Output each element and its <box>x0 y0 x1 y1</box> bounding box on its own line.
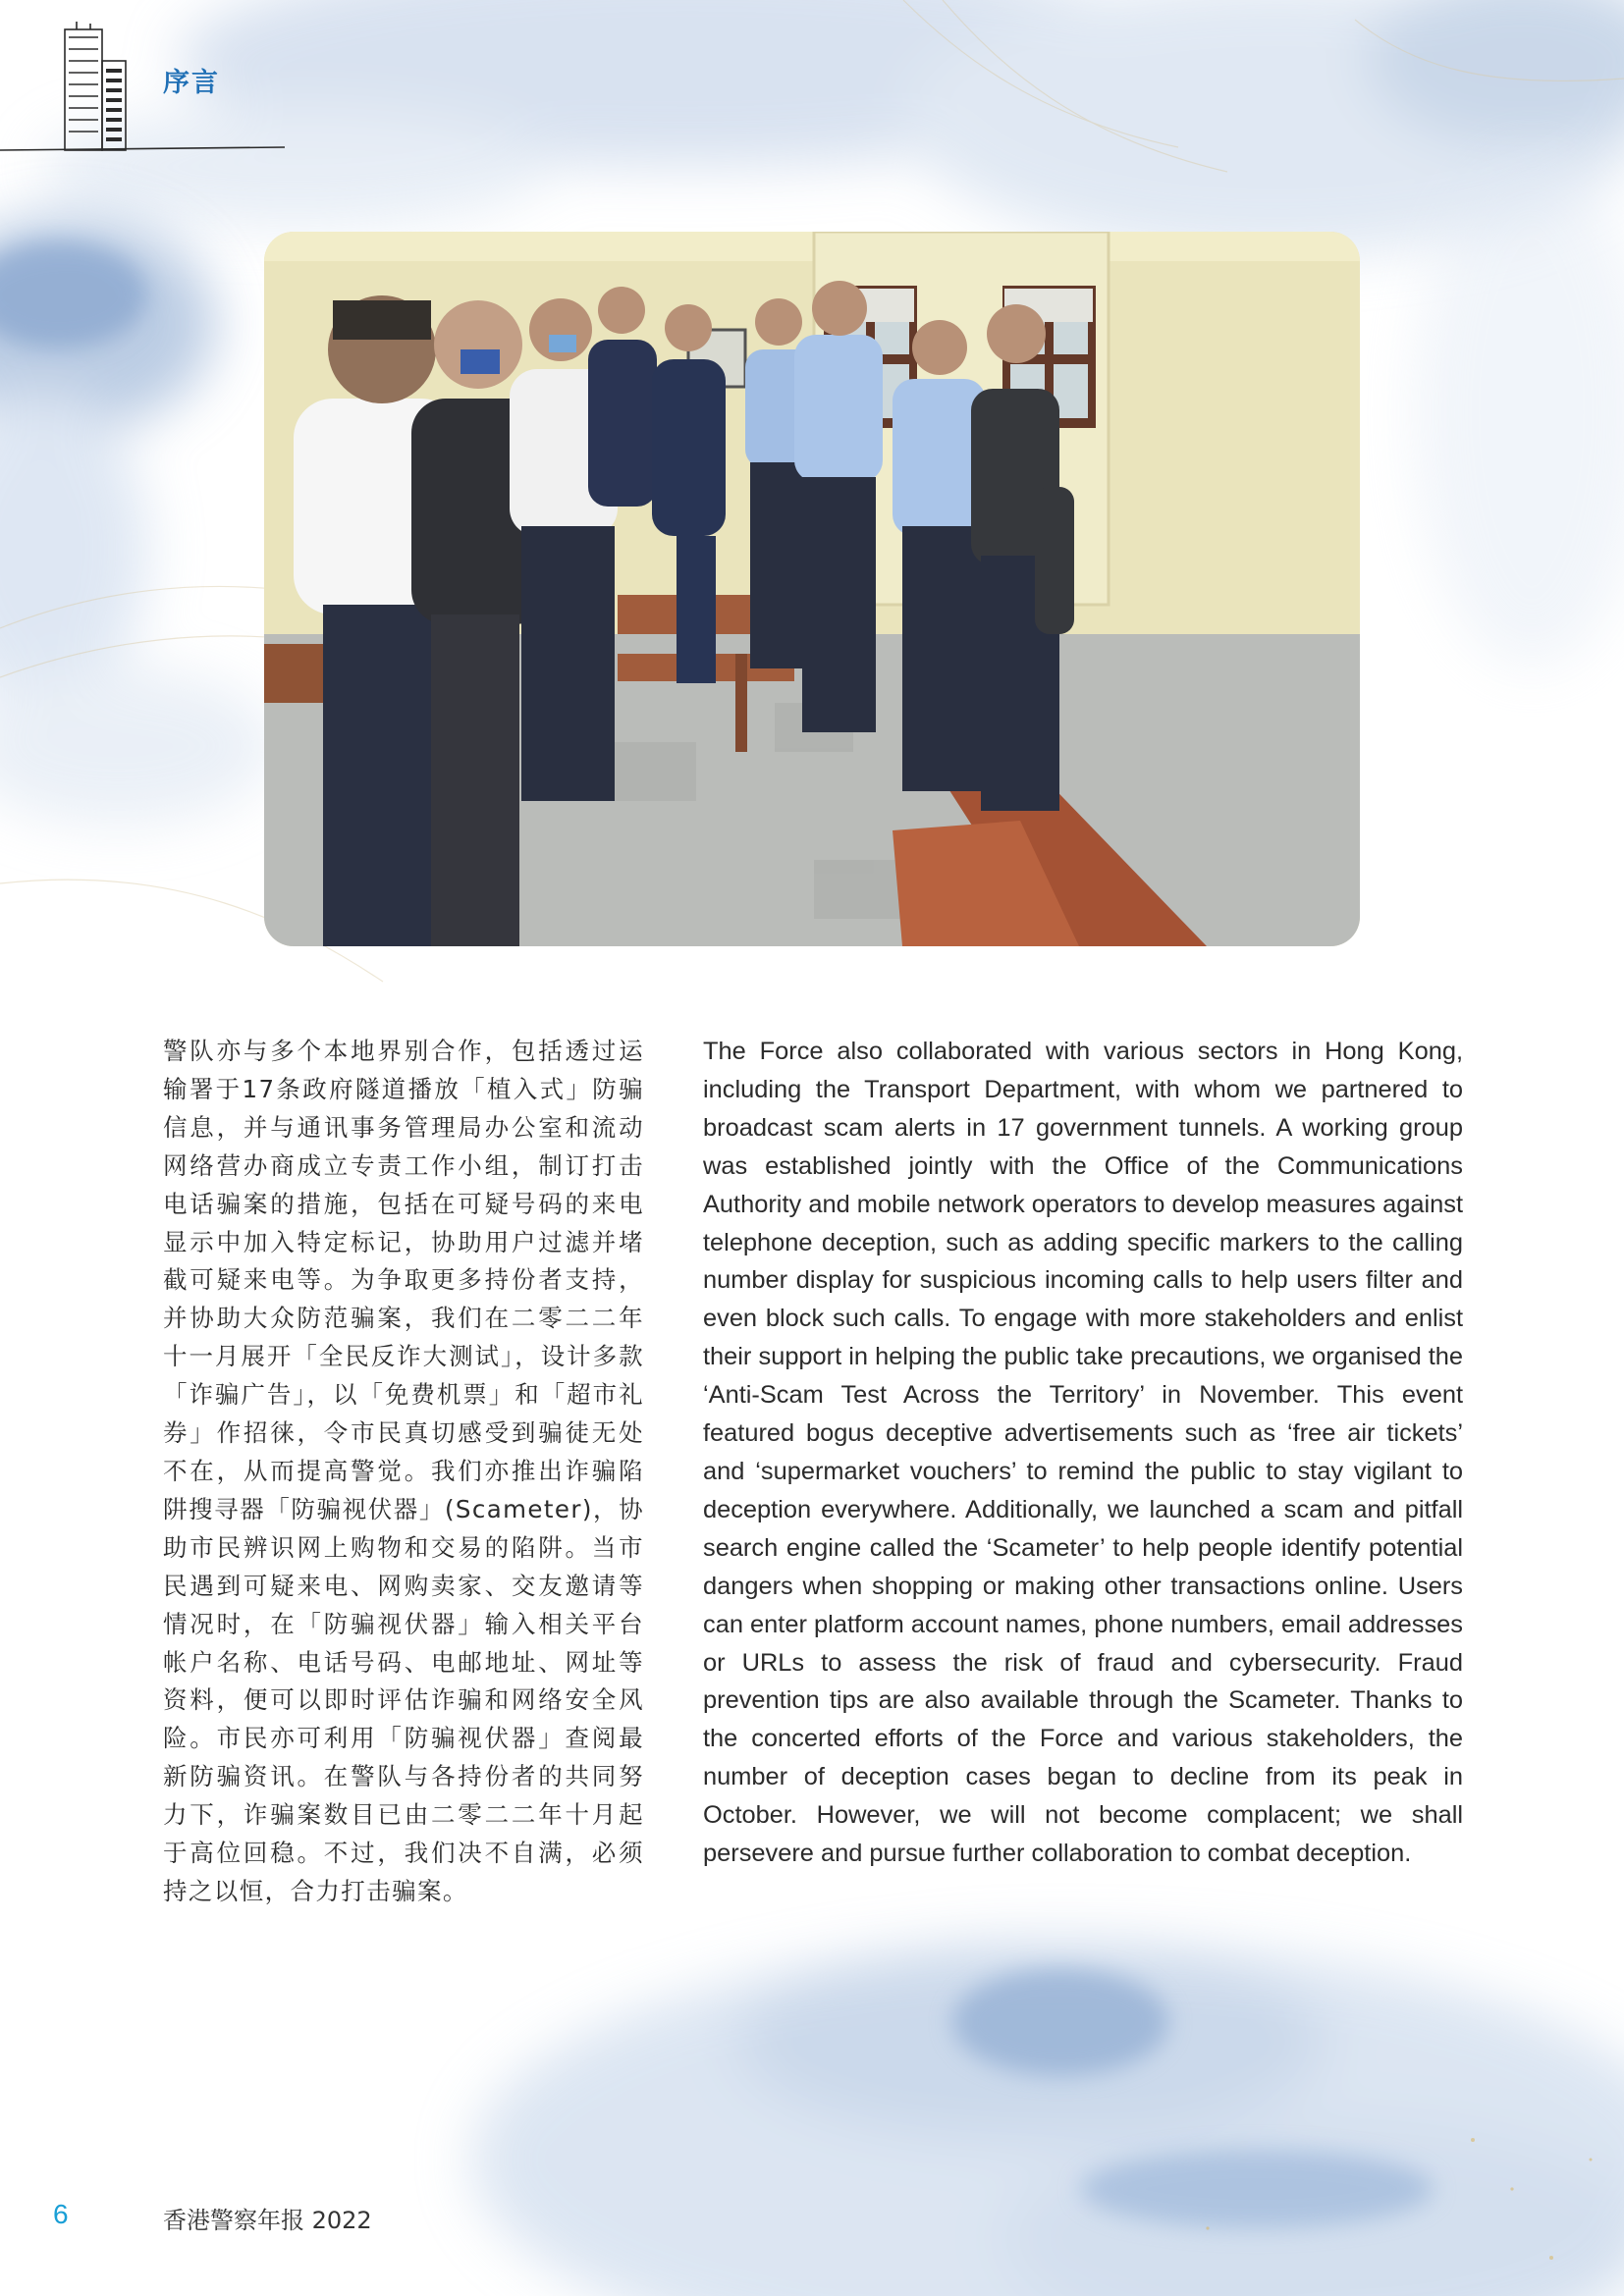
body-text-chinese: 警队亦与多个本地界别合作，包括透过运输署于17条政府隧道播放「植入式」防骗信息，并与通讯事务管理局办公室和流动网络营办商成立专责工作小组，制订打击电话骗案的措施，包括在可疑号码的来电显示中加入特定标记，协助用户过滤并堵截可疑来电等。为争取更多持份者支持，并协助大众防范骗案，我们在二零二二年十一月展开「全民反诈大测试」，设计多款「诈骗广告」，以「免费机票」和「超市礼券」作招徕，令市民真切感受到骗徒无处不在，从而提高警觉。我们亦推出诈骗陷阱搜寻器「防骗视伏器」(Scameter)，协助市民辨识网上购物和交易的陷阱。当市民遇到可疑来电、网购卖家、交友邀请等情况时，在「防骗视伏器」输入相关平台帐户名称、电话号码、电邮地址、网址等资料，便可以即时评估诈骗和网络安全风险。市民亦可利用「防骗视伏器」查阅最新防骗资讯。在警队与各持份者的共同努力下，诈骗案数目已由二零二二年十月起于高位回稳。不过，我们决不自满，必须持之以恒，合力打击骗案。 <box>163 1037 644 1905</box>
officers-meeting-illustration <box>264 232 1360 946</box>
photo-of-officers-meeting <box>264 232 1360 946</box>
section-title: 序言 <box>163 68 220 98</box>
building-sketch-icon <box>0 20 295 157</box>
publication-title: 香港警察年报 2022 <box>163 2207 372 2234</box>
body-text-english: The Force also collaborated with various sectors in Hong Kong, including the Transport Department, with whom we partnered to broadcast scam alerts in 17 government tunnels. A working group was established jointly with the Office of the Communications Authority and mobile network operators to develop measures against telephone deception, such as adding specific markers to the calling number display for suspicious incoming calls to help users filter and even block such calls. To engage with more stakeholders and enlist their support in helping the public take precautions, we organised the ‘Anti-Scam Test Across the Territory’ in November. This event featured bogus deceptive advertisements such as ‘free air tickets’ and ‘supermarket vouchers’ to remind the public to stay vigilant to deception everywhere. Additionally, we launched a scam and pitfall search engine called the ‘Scameter’ to help people identify potential dangers when shopping or making other transactions online. Users can enter platform account names, phone numbers, email addresses or URLs to assess the risk of fraud and cybersecurity. Fraud prevention tips are also available through the Scameter. Thanks to the concerted efforts of the Force and various stakeholders, the number of deception cases began to decline from its peak in October. However, we will not become complacent; we shall persevere and pursue further collaboration to combat deception. <box>703 1038 1463 1868</box>
page-number: 6 <box>53 2199 69 2229</box>
